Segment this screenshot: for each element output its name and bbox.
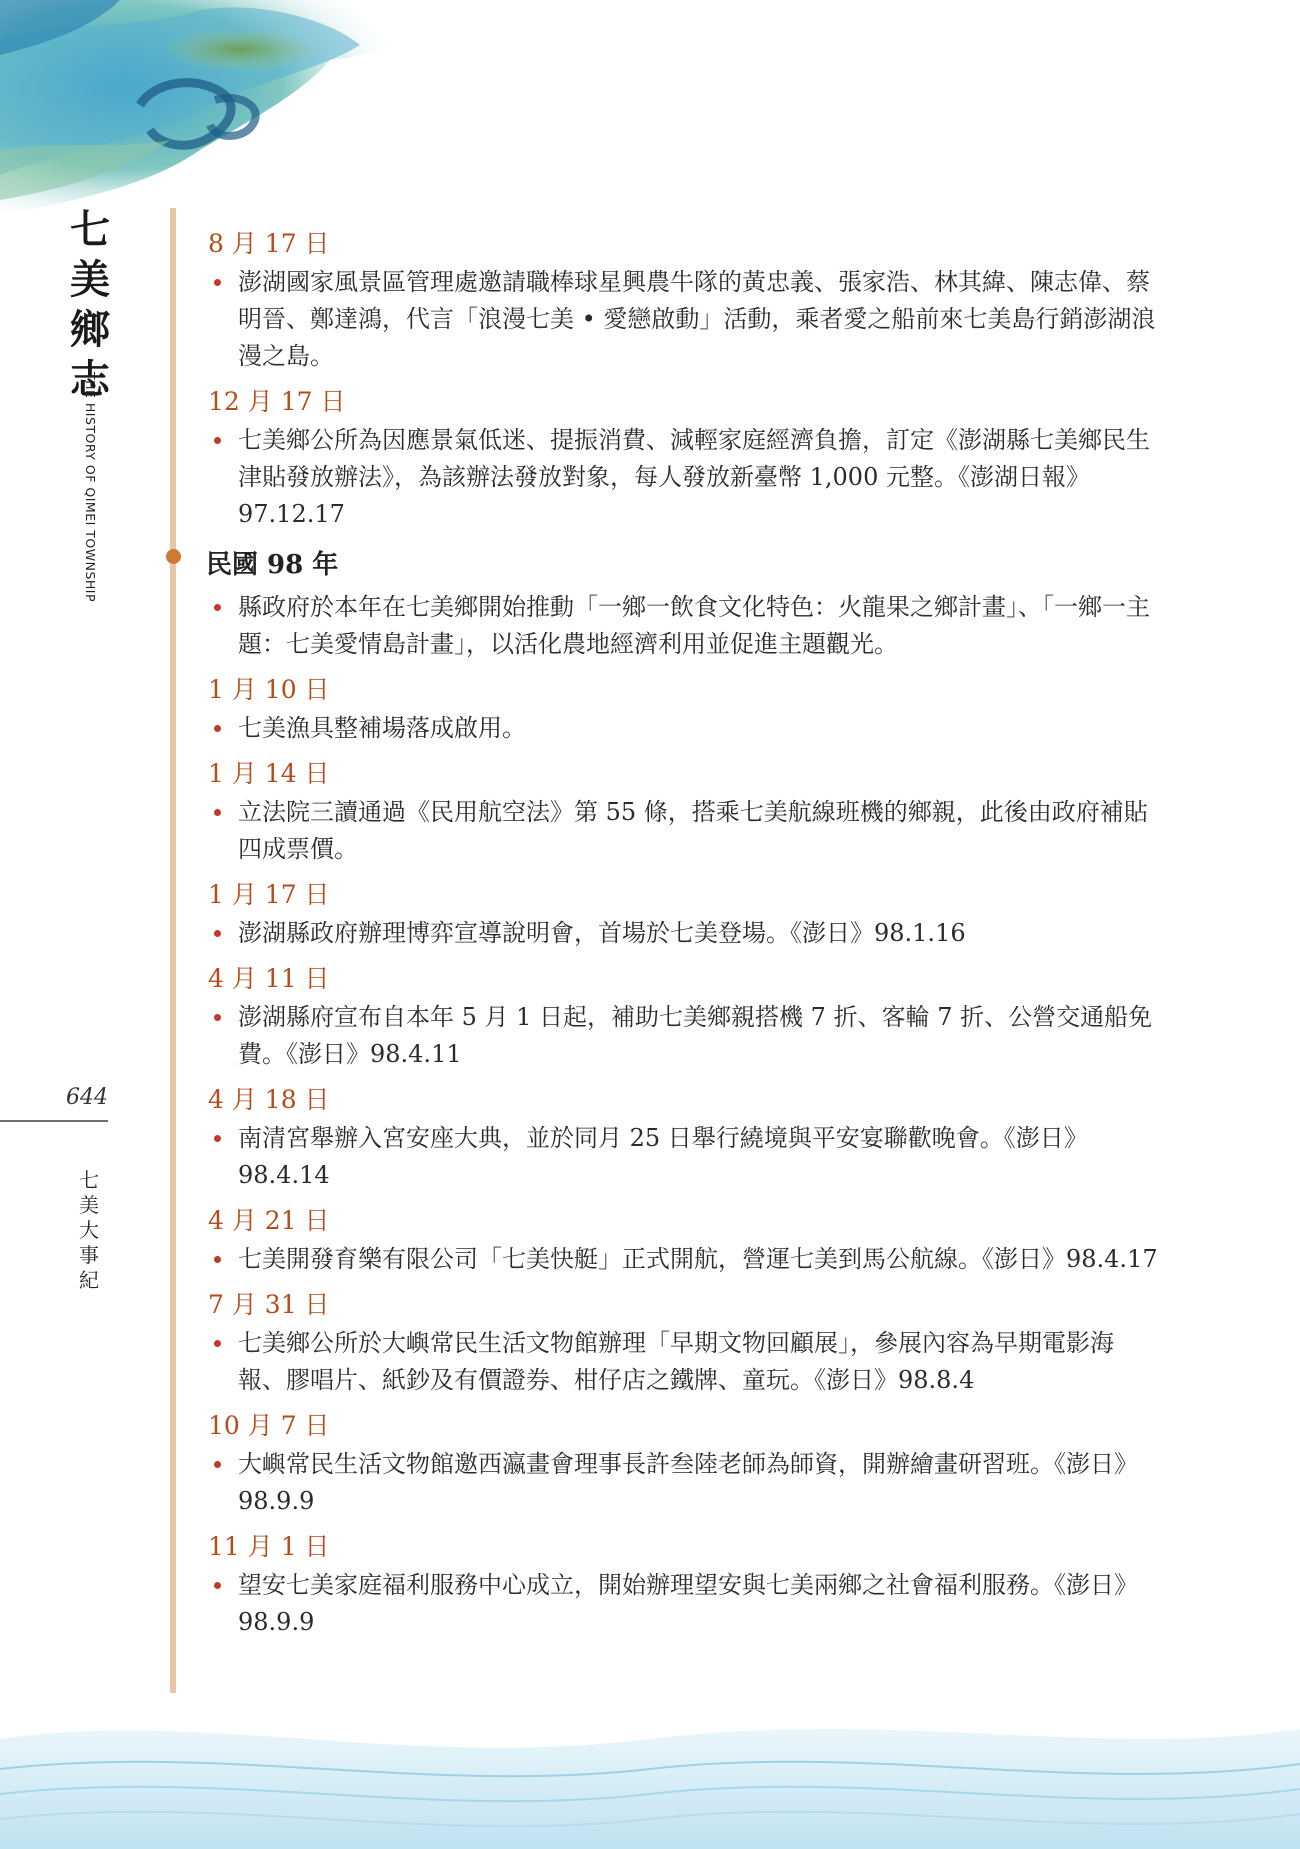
bullet-icon	[214, 1135, 221, 1142]
bullet-icon	[214, 1461, 221, 1468]
wave-decoration	[0, 1699, 1300, 1849]
entry-date: 12 月 17 日	[208, 387, 346, 416]
entry-text	[208, 1567, 1158, 1641]
section-char: 事	[79, 1243, 99, 1267]
entry-text-body: 七美鄉公所於大嶼常民生活文物館辦理「早期文物回顧展」，參展內容為早期電影海報、膠唱片、紙鈔及有價證券、柑仔店之鐵牌、童玩。《澎日》98.8.4	[238, 1329, 1114, 1394]
section-char: 紀	[79, 1268, 99, 1292]
entry-date: 1 月 17 日	[208, 880, 330, 909]
bullet-icon	[214, 1340, 221, 1347]
bullet-icon	[214, 1582, 221, 1589]
entry-text	[208, 1446, 1158, 1520]
entry-text	[208, 710, 1158, 747]
bullet-icon	[214, 1014, 221, 1021]
bullet-icon	[214, 604, 221, 611]
watercolor-landscape-illustration	[0, 0, 430, 215]
entry-date: 1 月 10 日	[208, 675, 330, 704]
chronicle-content	[208, 227, 1158, 1651]
entry-text-body: 七美開發育樂有限公司「七美快艇」正式開航，營運七美到馬公航線。《澎日》98.4.17	[238, 1245, 1158, 1273]
entry-text-body: 大嶼常民生活文物館邀西瀛畫會理事長許叁陸老師為師資，開辦繪畫研習班。《澎日》98.9.9	[238, 1450, 1138, 1515]
year-marker-dot	[166, 549, 181, 564]
section-char: 美	[79, 1193, 99, 1217]
logo-char: 鄉	[70, 306, 110, 353]
section-title	[76, 1168, 102, 1293]
entry-text-body: 立法院三讀通過《民用航空法》第 55 條，搭乘七美航線班機的鄉親，此後由政府補貼四成票價。	[238, 798, 1148, 863]
entry-text	[208, 422, 1158, 533]
book-subtitle: THE HISTORY OF QIMEI TOWNSHIP	[83, 372, 98, 603]
bullet-icon	[214, 809, 221, 816]
bullet-icon	[214, 930, 221, 937]
bullet-icon	[214, 437, 221, 444]
bullet-icon	[214, 279, 221, 286]
section-char: 七	[79, 1168, 99, 1192]
entry-text	[208, 794, 1158, 868]
bullet-icon	[214, 1256, 221, 1263]
entry-date: 7 月 31 日	[208, 1290, 330, 1319]
logo-char: 志	[70, 356, 110, 403]
entry-text-body: 澎湖國家風景區管理處邀請職棒球星興農牛隊的黃忠義、張家浩、林其緯、陳志偉、蔡明晉、鄭達鴻，代言「浪漫七美 • 愛戀啟動」活動，乘者愛之船前來七美島行銷澎湖浪漫之島。	[238, 268, 1156, 370]
entry-text-body: 望安七美家庭福利服務中心成立，開始辦理望安與七美兩鄉之社會福利服務。《澎日》98.9.9	[238, 1571, 1138, 1636]
entry-text	[208, 264, 1158, 375]
entry-text-body: 南清宮舉辦入宮安座大典，並於同月 25 日舉行繞境與平安宴聯歡晚會。《澎日》98.4.14	[238, 1124, 1088, 1189]
logo-char: 美	[70, 256, 110, 303]
entry-date: 4 月 11 日	[208, 964, 330, 993]
entry-text	[208, 999, 1158, 1073]
entry-text	[208, 1325, 1158, 1399]
entry-text-body: 澎湖縣政府辦理博弈宣導說明會，首場於七美登場。《澎日》98.1.16	[238, 919, 966, 947]
entry-date: 1 月 14 日	[208, 759, 330, 788]
entry-text	[208, 1120, 1158, 1194]
entry-text-body: 縣政府於本年在七美鄉開始推動「一鄉一飲食文化特色：火龍果之鄉計畫」、「一鄉一主題：七美愛情島計畫」，以活化農地經濟利用並促進主題觀光。	[238, 593, 1150, 658]
section-char: 大	[79, 1218, 99, 1242]
page-number-divider	[0, 1120, 108, 1122]
entry-date: 11 月 1 日	[208, 1532, 330, 1561]
entry-date: 8 月 17 日	[208, 229, 330, 258]
entry-text-body: 七美漁具整補場落成啟用。	[238, 714, 526, 742]
entry-text-body: 七美鄉公所為因應景氣低迷、提振消費、減輕家庭經濟負擔，訂定《澎湖縣七美鄉民生津貼發放辦法》，為該辦法發放對象，每人發放新臺幣 1,000 元整。《澎湖日報》97.12.17	[238, 426, 1150, 528]
year-heading: 民國 98 年	[206, 550, 339, 580]
bullet-icon	[214, 725, 221, 732]
entry-date: 4 月 21 日	[208, 1206, 330, 1235]
entry-text-body: 澎湖縣府宣布自本年 5 月 1 日起，補助七美鄉親搭機 7 折、客輪 7 折、公營交通船免費。《澎日》98.4.11	[238, 1003, 1153, 1068]
page-number: 644	[66, 1085, 108, 1110]
entry-date: 4 月 18 日	[208, 1085, 330, 1114]
entry-text	[208, 915, 1158, 952]
timeline-line	[170, 208, 176, 1693]
entry-text	[208, 1241, 1158, 1278]
entry-date: 10 月 7 日	[208, 1411, 330, 1440]
year-intro	[208, 589, 1158, 663]
logo-char: 七	[70, 206, 110, 253]
